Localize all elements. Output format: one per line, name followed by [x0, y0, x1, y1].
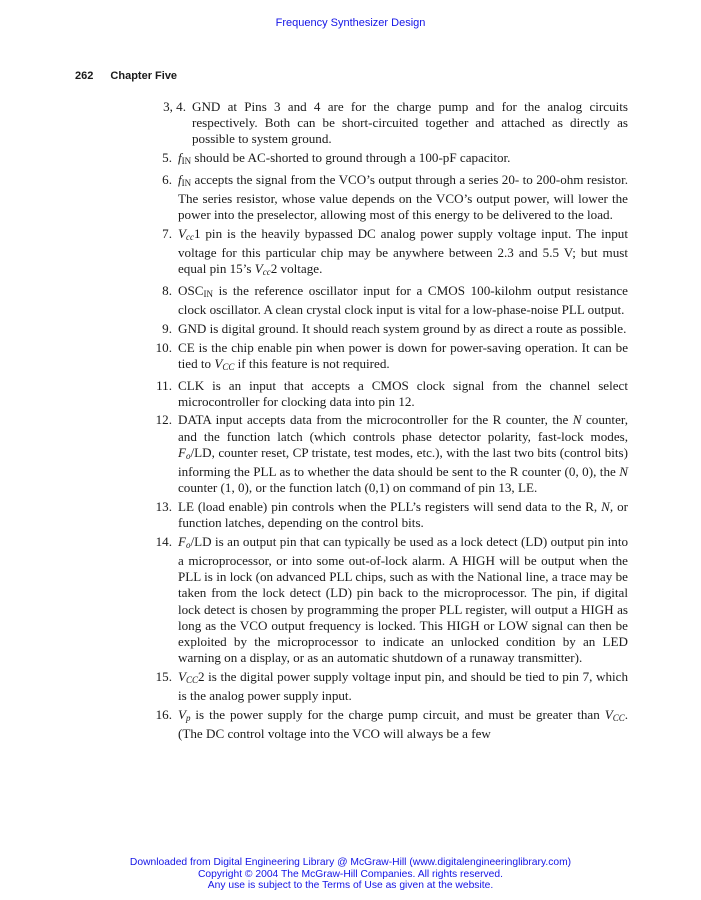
list-item-text: N	[619, 464, 628, 480]
list-item-text: OSC	[178, 283, 204, 299]
list-item-text: F	[178, 533, 186, 549]
list-item	[150, 99, 628, 148]
list-item-text: is the reference oscillator input for a CMOS 100-kilohm output resistance clock oscillator. A clean crystal clock input is vital for a low-phase-noise PLL output.	[178, 283, 628, 318]
list-item-text: CE is the chip enable pin when power is down for power-saving operation. It can be tied to	[178, 339, 628, 371]
list-item-text: CC	[222, 361, 235, 372]
list-item-text: cc	[186, 231, 194, 242]
list-item-text: if this feature is not required.	[234, 355, 390, 371]
list-item-text: V	[178, 669, 186, 684]
list-item-text: is the power supply for the charge pump circuit, and must be greater than	[190, 706, 605, 722]
list-item-text: cc	[262, 267, 271, 278]
list-item-number: 3, 4.	[163, 99, 186, 114]
list-item-text: V	[178, 706, 186, 722]
page-number: 262	[75, 70, 94, 82]
list-item-number: 8.	[162, 283, 172, 299]
list-item-text: f	[178, 150, 182, 166]
list-item-number: 14.	[155, 533, 172, 549]
list-item-number: 9.	[162, 320, 172, 336]
list-item	[150, 534, 628, 667]
list-item-text: GND at Pins 3 and 4 are for the charge pump and for the analog circuits respectively. Both can be short-circuited together and attached as directly as possible to system ground.	[192, 99, 628, 147]
list-item-text: 2 is the digital power supply voltage input pin, and should be tied to pin 7, which is the analog power supply input.	[178, 669, 628, 704]
list-item-number: 7.	[162, 225, 172, 241]
list-item	[150, 378, 628, 410]
list-item-text: IN	[181, 177, 192, 188]
list-item	[150, 412, 628, 496]
list-item	[150, 321, 628, 337]
list-item-text: /LD is an output pin that can typically be used as a lock detect (LD) output pin into a microprocessor, or into some out-of-lock alarm. A HIGH will be output when the PLL is in lock (on advanced PLL chips, such as with the National line, a trace may be taken from the lock detect (LD) pin back to the microprocessor. The pin, if digital lock detect is chosen by programming the proper PLL register, will output a HIGH as long as the VCO output frequency is locked. This HIGH or LOW signal can then be exploited by the microprocessor to indicate an unlocked condition by an LED warning on a display, or as an automatic shutdown of a runaway transmitter).	[178, 533, 628, 666]
list-item-number: 5.	[162, 150, 172, 166]
list-item-number: 16.	[155, 706, 172, 722]
list-item-text: should be AC-shorted to ground through a 100-pF capacitor.	[191, 150, 511, 166]
list-item-text: V	[604, 706, 613, 722]
list-item	[150, 150, 628, 169]
list-item-text: V	[254, 261, 263, 277]
footer-terms-line: Any use is subject to the Terms of Use as given at the website.	[207, 880, 494, 891]
list-item-number: 13.	[155, 498, 172, 514]
list-item-text: o	[186, 450, 191, 461]
list-item-number: 12.	[155, 412, 172, 428]
list-item-text: V	[214, 355, 223, 371]
list-item	[150, 226, 628, 281]
list-item-text: N	[572, 412, 582, 428]
list-item-text: V	[178, 225, 186, 241]
list-item-number: 10.	[155, 339, 172, 355]
list-item-text: DATA input accepts data from the microcontroller for the R counter, the	[178, 412, 573, 428]
list-item-text: CC	[186, 675, 199, 685]
list-item-text: GND is digital ground. It should reach system ground by as direct a route as possible.	[178, 320, 627, 336]
footer-copyright-line: Copyright © 2004 The McGraw-Hill Companies. All rights reserved.	[198, 868, 503, 880]
list-item-text: IN	[181, 156, 192, 167]
list-item	[150, 669, 628, 704]
running-head	[75, 70, 177, 82]
list-item-text: f	[178, 171, 182, 187]
page-header-title: Frequency Synthesizer Design	[275, 17, 426, 29]
list-item-number: 6.	[162, 171, 172, 187]
list-item-number: 15.	[155, 669, 172, 684]
list-item-text: LE (load enable) pin controls when the PLL’s registers will send data to the R,	[178, 498, 602, 514]
list-item-text: F	[178, 444, 186, 460]
chapter-label: Chapter Five	[110, 70, 178, 82]
list-item-text: IN	[203, 289, 213, 300]
page-footer	[0, 857, 701, 892]
list-item	[150, 172, 628, 224]
list-item-text: 2 voltage.	[270, 261, 323, 277]
list-item-text: counter, and the function latch (which controls phase detector polarity, fast-lock modes,	[178, 412, 628, 444]
list-item-number: 11.	[156, 377, 172, 393]
pin-description-list	[150, 99, 628, 745]
list-item	[150, 499, 628, 531]
list-item-text: N,	[601, 498, 614, 514]
list-item-text: counter (1, 0), or the function latch (0,1) on command of pin 13, LE.	[178, 480, 538, 496]
list-item	[150, 340, 628, 375]
list-item-text: 1 pin is the heavily bypassed DC analog power supply voltage input. The input voltage for this particular chip may be anywhere between 2.3 and 5.5 V; but must equal pin 15’s	[178, 225, 628, 277]
list-item	[150, 283, 628, 318]
footer-download-line: Downloaded from Digital Engineering Library @ McGraw-Hill (www.digitalengineeringlibrary.com)	[129, 857, 572, 868]
list-item-text: accepts the signal from the VCO’s output through a series 20- to 200-ohm resistor. The series resistor, whose value depends on the VCO’s output power, will lower the power into the preselector, allowing most of this energy to be delivered to the load.	[178, 171, 628, 223]
list-item-text: CLK is an input that accepts a CMOS clock signal from the channel select microcontroller for clocking data into pin 12.	[178, 377, 628, 409]
list-item-text: o	[186, 539, 191, 550]
list-item-text: p	[186, 712, 191, 723]
list-item-text: . (The DC control voltage into the VCO will always be a few	[178, 706, 628, 742]
list-item-text: or function latches, depending on the control bits.	[178, 498, 628, 531]
list-item-text: CC	[612, 712, 625, 723]
list-item	[150, 707, 628, 742]
list-item-text: /LD, counter reset, CP tristate, test modes, etc.), with the last two bits (control bits) informing the PLL as to whether the data should be sent to the R counter (0, 0), the	[178, 444, 628, 480]
